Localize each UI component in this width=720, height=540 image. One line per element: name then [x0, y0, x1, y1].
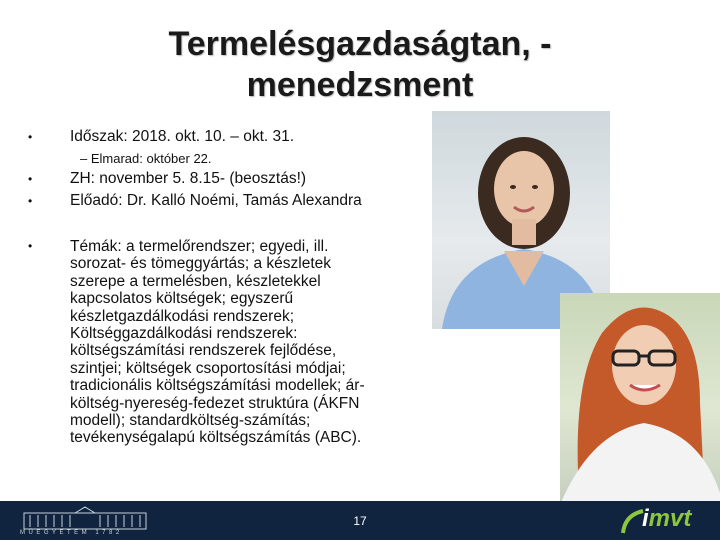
bullet-dot: •	[28, 130, 33, 144]
bullet-dot: •	[28, 194, 33, 208]
topics-text	[70, 238, 440, 447]
title-line-2: menedzsment	[246, 65, 474, 104]
topic-line: tradicionális költségszámítási modellek; ár-	[70, 377, 365, 395]
topic-line: tevékenységalapú költségszámítás (ABC).	[70, 429, 362, 447]
topic-line: kapcsolatos költségek; egyszerű	[70, 290, 294, 308]
imvt-logo-i: i	[642, 505, 649, 532]
topic-line: költségszámítási rendszerek fejlődése,	[70, 342, 337, 360]
imvt-logo	[620, 505, 716, 537]
period-text: Időszak: 2018. okt. 10. – okt. 31.	[70, 128, 295, 145]
topic-line: sorozat- és tömeggyártás; a készletek	[70, 255, 332, 273]
period-sub-text: – Elmarad: október 22.	[80, 151, 212, 166]
exam-text: ZH: november 5. 8.15- (beosztás!)	[70, 170, 307, 187]
topic-line: készletgazdálkodási rendszerek;	[70, 307, 295, 325]
topic-line: Költséggazdálkodási rendszerek:	[70, 325, 298, 343]
topic-line: szerepe a termelésben, készletekkel	[70, 272, 321, 290]
topic-line: modell); standardköltség-számítás;	[70, 412, 311, 430]
bullet-dot: •	[28, 239, 33, 253]
portrait-illustration-2	[560, 293, 720, 505]
bullet-dot: •	[28, 172, 33, 186]
university-text: MŰEGYETEM 1782	[20, 530, 123, 536]
lecturers-text: Előadó: Dr. Kalló Noémi, Tamás Alexandra	[70, 192, 362, 209]
lecturer-photo-2	[560, 293, 720, 505]
topic-line: Témák: a termelőrendszer; egyedi, ill.	[70, 238, 329, 255]
imvt-logo-text: mvt	[648, 505, 692, 532]
topic-line: költség-nyereség-fedezet struktúra (ÁKFN	[70, 394, 360, 412]
topic-line: szintjei; költségek csoportosítási módjai;	[70, 359, 346, 377]
title-line-1: Termelésgazdaságtan, -	[168, 25, 552, 63]
page-number: 17	[353, 514, 367, 528]
slide-title	[120, 24, 600, 106]
